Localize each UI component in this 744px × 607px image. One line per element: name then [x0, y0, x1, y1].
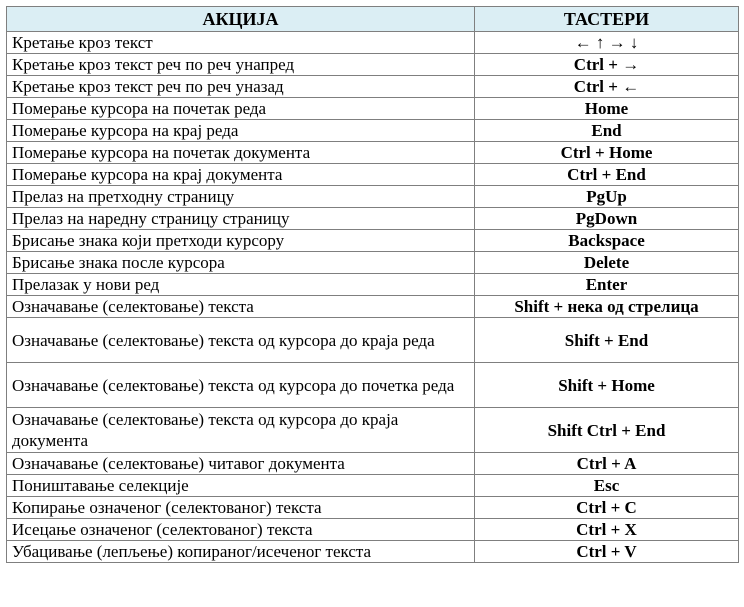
- row-keys: End: [475, 120, 739, 142]
- row-action: Означавање (селектовање) текста од курсора до краја реда: [7, 318, 475, 363]
- row-keys: Ctrl + ←: [475, 76, 739, 98]
- row-action: Поништавање селекције: [7, 475, 475, 497]
- row-keys: Shift + End: [475, 318, 739, 363]
- row-action: Кретање кроз текст реч по реч уназад: [7, 76, 475, 98]
- row-keys: Shift + Home: [475, 363, 739, 408]
- row-keys: Delete: [475, 252, 739, 274]
- table-row: [7, 208, 739, 230]
- keyboard-shortcuts-table: [6, 6, 739, 563]
- row-action: Исецање означеног (селектованог) текста: [7, 519, 475, 541]
- row-keys: Shift + нека од стрелица: [475, 296, 739, 318]
- row-keys: Esc: [475, 475, 739, 497]
- row-keys: Shift Ctrl + End: [475, 408, 739, 453]
- row-keys: PgDown: [475, 208, 739, 230]
- row-action: Убацивање (лепљење) копираног/исеченог текста: [7, 541, 475, 563]
- table-row: [7, 519, 739, 541]
- row-keys: Ctrl + V: [475, 541, 739, 563]
- table-row: [7, 230, 739, 252]
- row-action: Померање курсора на почетак документа: [7, 142, 475, 164]
- row-action: Померање курсора на почетак реда: [7, 98, 475, 120]
- table-row: [7, 142, 739, 164]
- row-keys: Backspace: [475, 230, 739, 252]
- table-row: [7, 408, 739, 453]
- row-keys: Enter: [475, 274, 739, 296]
- table-row: [7, 98, 739, 120]
- row-action: Прелаз на претходну страницу: [7, 186, 475, 208]
- table-row: [7, 120, 739, 142]
- row-action: Означавање (селектовање) текста од курсора до краја документа: [7, 408, 475, 453]
- table-row: [7, 76, 739, 98]
- shortcuts-table-container: [6, 6, 739, 563]
- row-action: Кретање кроз текст реч по реч унапред: [7, 54, 475, 76]
- table-row: [7, 274, 739, 296]
- table-row: [7, 252, 739, 274]
- table-row: [7, 296, 739, 318]
- table-row: [7, 186, 739, 208]
- row-action: Померање курсора на крај реда: [7, 120, 475, 142]
- table-row: [7, 497, 739, 519]
- row-action: Померање курсора на крај документа: [7, 164, 475, 186]
- row-action: Означавање (селектовање) текста од курсора до почетка реда: [7, 363, 475, 408]
- row-action: Означавање (селектовање) читавог документа: [7, 453, 475, 475]
- row-action: Прелазак у нови ред: [7, 274, 475, 296]
- row-action: Кретање кроз текст: [7, 32, 475, 54]
- table-row: [7, 32, 739, 54]
- row-keys: Home: [475, 98, 739, 120]
- row-keys: Ctrl + →: [475, 54, 739, 76]
- table-row: [7, 541, 739, 563]
- table-row: [7, 164, 739, 186]
- table-row: [7, 318, 739, 363]
- table-header-row: [7, 7, 739, 32]
- table-row: [7, 54, 739, 76]
- row-keys: PgUp: [475, 186, 739, 208]
- row-action: Брисање знака после курсора: [7, 252, 475, 274]
- row-action: Копирање означеног (селектованог) текста: [7, 497, 475, 519]
- table-row: [7, 363, 739, 408]
- row-keys: Ctrl + A: [475, 453, 739, 475]
- row-action: Означавање (селектовање) текста: [7, 296, 475, 318]
- table-row: [7, 475, 739, 497]
- row-action: Брисање знака који претходи курсору: [7, 230, 475, 252]
- row-action: Прелаз на наредну страницу страницу: [7, 208, 475, 230]
- row-keys: Ctrl + Home: [475, 142, 739, 164]
- header-keys: ТАСТЕРИ: [475, 7, 739, 32]
- header-action: АКЦИЈА: [7, 7, 475, 32]
- table-row: [7, 453, 739, 475]
- row-keys: Ctrl + End: [475, 164, 739, 186]
- row-keys: ← ↑ → ↓: [475, 32, 739, 54]
- row-keys: Ctrl + C: [475, 497, 739, 519]
- row-keys: Ctrl + X: [475, 519, 739, 541]
